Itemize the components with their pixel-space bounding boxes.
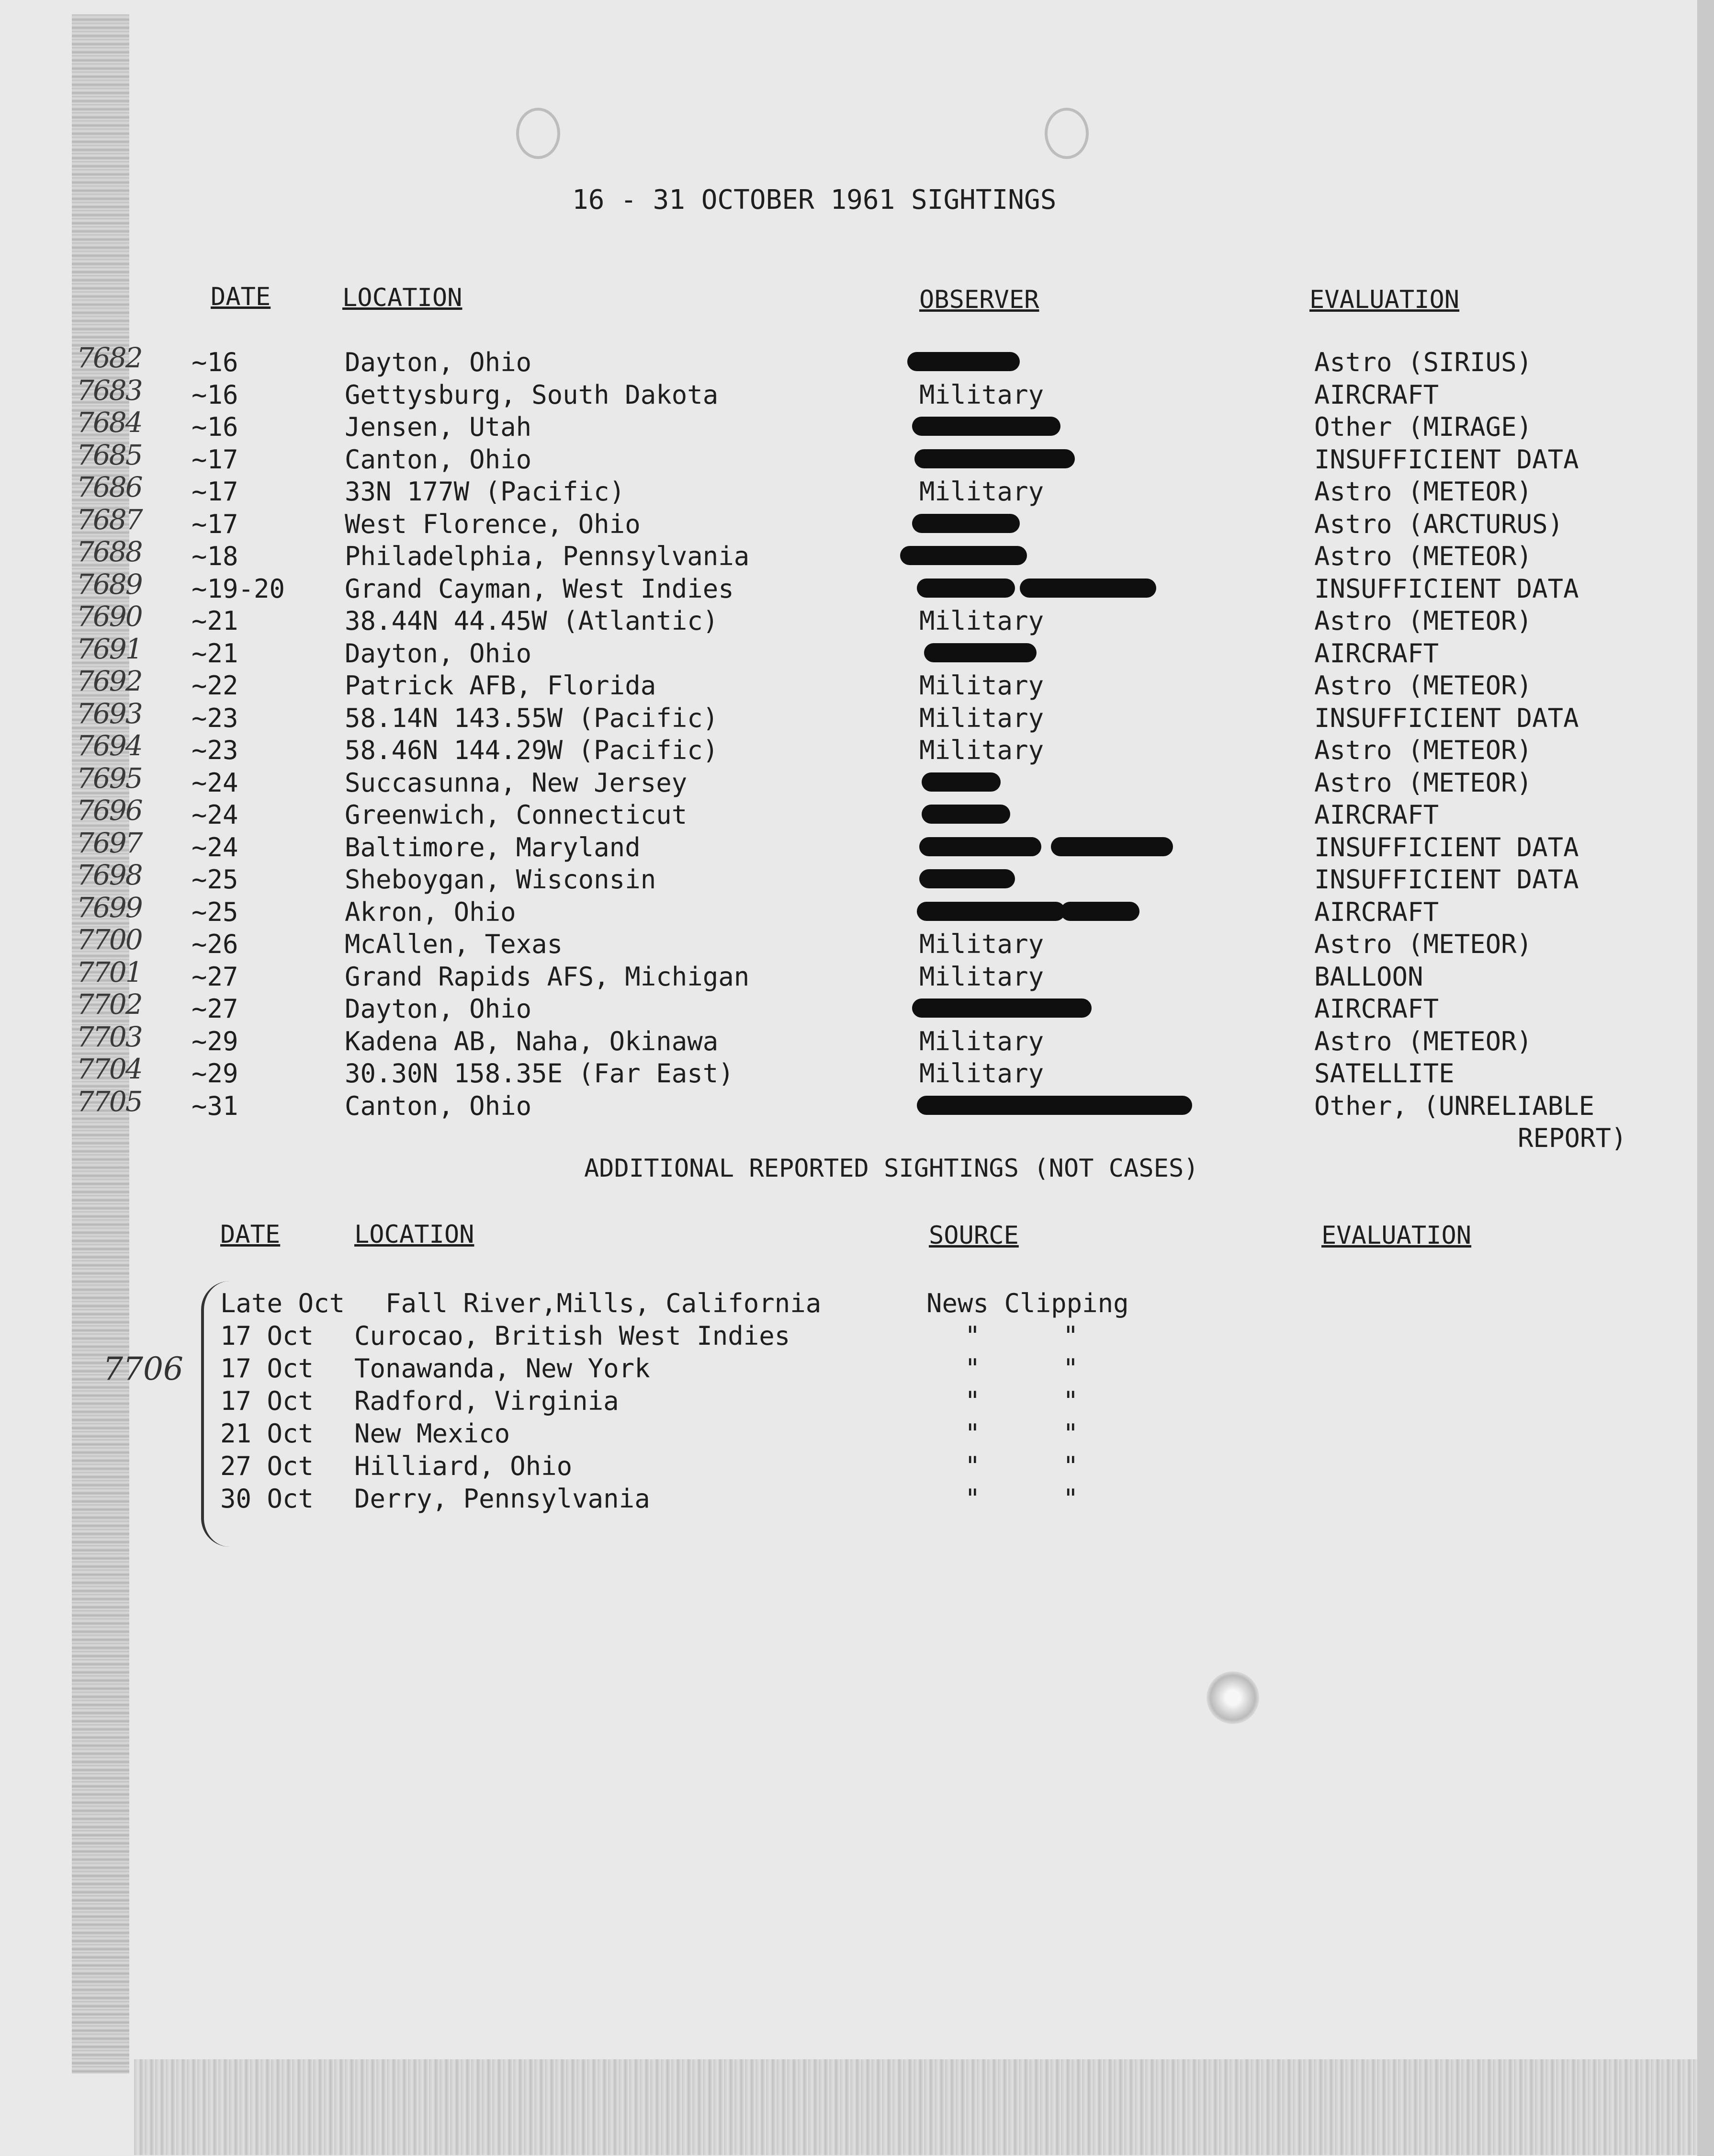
sighting-observer: Military bbox=[919, 735, 1044, 765]
sighting-date: ~17 bbox=[192, 509, 238, 539]
additional-location: Hilliard, Ohio bbox=[354, 1451, 573, 1481]
sighting-location: 58.46N 144.29W (Pacific) bbox=[345, 735, 719, 765]
sighting-date: ~27 bbox=[192, 961, 238, 992]
sighting-evaluation: Astro (ARCTURUS) bbox=[1314, 509, 1564, 539]
table-row bbox=[0, 341, 1714, 379]
sighting-location: 33N 177W (Pacific) bbox=[345, 477, 625, 507]
ditto-mark: " bbox=[965, 1321, 981, 1351]
sighting-location: Succasunna, New Jersey bbox=[345, 767, 688, 798]
table-row bbox=[0, 471, 1714, 509]
table-row bbox=[0, 891, 1714, 929]
ditto-mark: " bbox=[1063, 1451, 1079, 1481]
header-evaluation: EVALUATION bbox=[1309, 285, 1460, 314]
sighting-date: ~21 bbox=[192, 606, 238, 636]
redaction-bar bbox=[917, 1096, 1192, 1115]
table-row bbox=[0, 374, 1714, 412]
handwritten-case-number: 7702 bbox=[77, 988, 142, 1021]
sighting-location: Dayton, Ohio bbox=[345, 994, 532, 1024]
sighting-date: ~27 bbox=[192, 994, 238, 1024]
sighting-observer: Military bbox=[919, 606, 1044, 636]
sighting-evaluation: Other (MIRAGE) bbox=[1314, 412, 1533, 442]
sighting-observer: Military bbox=[919, 703, 1044, 733]
sighting-location: Patrick AFB, Florida bbox=[345, 670, 656, 701]
sighting-location: Jensen, Utah bbox=[345, 412, 532, 442]
additional-header-location: LOCATION bbox=[354, 1220, 474, 1249]
redaction-bar bbox=[907, 352, 1020, 371]
handwritten-case-number: 7703 bbox=[77, 1020, 142, 1053]
scan-edge-bottom bbox=[134, 2059, 1704, 2155]
redaction-bar bbox=[922, 805, 1010, 824]
handwritten-case-number: 7693 bbox=[77, 697, 142, 730]
table-row bbox=[0, 665, 1714, 703]
table-row bbox=[0, 826, 1714, 864]
sighting-location: Dayton, Ohio bbox=[345, 347, 532, 377]
table-row bbox=[0, 632, 1714, 670]
sighting-date: ~21 bbox=[192, 638, 238, 669]
table-row bbox=[0, 794, 1714, 832]
sighting-evaluation: Astro (METEOR) bbox=[1314, 606, 1533, 636]
handwritten-case-number: 7694 bbox=[77, 729, 142, 762]
redaction-bar bbox=[1051, 837, 1173, 856]
handwritten-case-number: 7690 bbox=[77, 600, 142, 633]
sighting-date: ~18 bbox=[192, 541, 238, 571]
table-row bbox=[0, 503, 1714, 541]
page-title: 16 - 31 OCTOBER 1961 SIGHTINGS bbox=[572, 184, 1057, 216]
ditto-mark: " bbox=[965, 1484, 981, 1514]
scan-smudge bbox=[1207, 1671, 1259, 1724]
sighting-evaluation: Astro (METEOR) bbox=[1314, 767, 1533, 798]
additional-row bbox=[0, 1353, 1714, 1385]
table-row bbox=[0, 406, 1714, 444]
ditto-mark: " bbox=[1063, 1353, 1079, 1384]
sighting-location: McAllen, Texas bbox=[345, 929, 563, 959]
sighting-location: West Florence, Ohio bbox=[345, 509, 641, 539]
handwritten-case-number: 7689 bbox=[77, 567, 142, 601]
redaction-bar bbox=[1060, 902, 1139, 921]
sighting-evaluation: AIRCRAFT bbox=[1314, 638, 1439, 669]
handwritten-case-number: 7685 bbox=[77, 438, 142, 471]
additional-location: Fall River,Mills, California bbox=[385, 1288, 822, 1318]
handwritten-case-number: 7698 bbox=[77, 859, 142, 891]
punch-hole-right bbox=[1045, 108, 1089, 159]
sighting-date: ~17 bbox=[192, 444, 238, 475]
handwritten-case-number: 7705 bbox=[77, 1085, 142, 1118]
sighting-evaluation: INSUFFICIENT DATA bbox=[1314, 832, 1579, 862]
sighting-evaluation: AIRCRAFT bbox=[1314, 379, 1439, 410]
additional-location: Curocao, British West Indies bbox=[354, 1321, 790, 1351]
sighting-date: ~19-20 bbox=[192, 573, 285, 604]
evaluation-continuation: REPORT) bbox=[1518, 1123, 1627, 1153]
redaction-bar bbox=[912, 999, 1092, 1018]
additional-row bbox=[0, 1418, 1714, 1451]
sighting-evaluation: INSUFFICIENT DATA bbox=[1314, 703, 1579, 733]
sighting-location: Kadena AB, Naha, Okinawa bbox=[345, 1026, 719, 1056]
sighting-observer: Military bbox=[919, 1058, 1044, 1089]
redaction-bar bbox=[919, 837, 1041, 856]
sighting-evaluation: Astro (METEOR) bbox=[1314, 670, 1533, 701]
handwritten-case-number: 7692 bbox=[77, 665, 142, 697]
handwritten-case-number: 7686 bbox=[77, 471, 142, 503]
handwritten-case-number: 7688 bbox=[77, 535, 142, 568]
sighting-location: Greenwich, Connecticut bbox=[345, 800, 688, 830]
sighting-evaluation: AIRCRAFT bbox=[1314, 994, 1439, 1024]
sighting-date: ~26 bbox=[192, 929, 238, 959]
ditto-mark: " bbox=[965, 1386, 981, 1416]
additional-row bbox=[0, 1288, 1714, 1320]
sighting-date: ~23 bbox=[192, 735, 238, 765]
additional-location: Tonawanda, New York bbox=[354, 1353, 650, 1384]
additional-row bbox=[0, 1321, 1714, 1353]
sighting-evaluation: Astro (METEOR) bbox=[1314, 929, 1533, 959]
handwritten-case-number: 7699 bbox=[77, 891, 142, 924]
sighting-observer: Military bbox=[919, 477, 1044, 507]
sighting-evaluation: BALLOON bbox=[1314, 961, 1423, 992]
additional-date: 30 Oct bbox=[220, 1484, 314, 1514]
handwritten-case-number: 7683 bbox=[77, 374, 142, 407]
sighting-location: 38.44N 44.45W (Atlantic) bbox=[345, 606, 719, 636]
sighting-evaluation: INSUFFICIENT DATA bbox=[1314, 864, 1579, 895]
redaction-bar bbox=[922, 772, 1001, 792]
additional-header-date: DATE bbox=[220, 1220, 281, 1249]
additional-section-title: ADDITIONAL REPORTED SIGHTINGS (NOT CASES) bbox=[584, 1154, 1199, 1183]
handwritten-case-number: 7691 bbox=[77, 632, 142, 665]
handwritten-case-number: 7706 bbox=[103, 1350, 183, 1387]
sighting-date: ~24 bbox=[192, 767, 238, 798]
sighting-evaluation: Astro (METEOR) bbox=[1314, 477, 1533, 507]
sighting-date: ~17 bbox=[192, 477, 238, 507]
sighting-date: ~23 bbox=[192, 703, 238, 733]
sighting-date: ~25 bbox=[192, 896, 238, 927]
redaction-bar bbox=[917, 902, 1065, 921]
additional-row bbox=[0, 1451, 1714, 1483]
redaction-bar bbox=[917, 579, 1015, 598]
table-row bbox=[0, 1085, 1714, 1123]
sighting-location: Grand Cayman, West Indies bbox=[345, 573, 734, 604]
header-location: LOCATION bbox=[342, 284, 462, 312]
handwritten-case-number: 7696 bbox=[77, 794, 142, 827]
handwritten-case-number: 7700 bbox=[77, 923, 142, 956]
handwritten-case-number: 7701 bbox=[77, 955, 142, 988]
ditto-mark: " bbox=[965, 1418, 981, 1449]
table-row bbox=[0, 438, 1714, 477]
redaction-bar bbox=[912, 417, 1060, 436]
sighting-evaluation: INSUFFICIENT DATA bbox=[1314, 444, 1579, 475]
additional-date: Late Oct bbox=[220, 1288, 345, 1318]
additional-date: 27 Oct bbox=[220, 1451, 314, 1481]
sighting-date: ~31 bbox=[192, 1090, 238, 1121]
handwritten-case-number: 7684 bbox=[77, 406, 142, 439]
additional-location: Derry, Pennsylvania bbox=[354, 1484, 650, 1514]
additional-row bbox=[0, 1484, 1714, 1516]
handwritten-case-number: 7687 bbox=[77, 503, 142, 536]
sighting-evaluation: Other, (UNRELIABLE bbox=[1314, 1090, 1595, 1121]
sighting-location: Gettysburg, South Dakota bbox=[345, 379, 719, 410]
redaction-bar bbox=[914, 449, 1075, 468]
table-row bbox=[0, 955, 1714, 994]
sighting-evaluation: SATELLITE bbox=[1314, 1058, 1455, 1089]
sighting-location: Grand Rapids AFS, Michigan bbox=[345, 961, 750, 992]
sighting-date: ~25 bbox=[192, 864, 238, 895]
sighting-location: Philadelphia, Pennsylvania bbox=[345, 541, 750, 571]
ditto-mark: " bbox=[1063, 1484, 1079, 1514]
sighting-date: ~29 bbox=[192, 1026, 238, 1056]
redaction-bar bbox=[912, 514, 1020, 533]
sighting-location: 30.30N 158.35E (Far East) bbox=[345, 1058, 734, 1089]
ditto-mark: " bbox=[1063, 1321, 1079, 1351]
redaction-bar bbox=[919, 869, 1015, 888]
additional-source: News Clipping bbox=[926, 1288, 1129, 1318]
table-row bbox=[0, 600, 1714, 638]
table-row bbox=[0, 697, 1714, 735]
table-row bbox=[0, 1020, 1714, 1058]
ditto-mark: " bbox=[965, 1353, 981, 1384]
sighting-evaluation: AIRCRAFT bbox=[1314, 800, 1439, 830]
sighting-evaluation: Astro (SIRIUS) bbox=[1314, 347, 1533, 377]
additional-date: 21 Oct bbox=[220, 1418, 314, 1449]
additional-location: Radford, Virginia bbox=[354, 1386, 619, 1416]
sighting-evaluation: Astro (METEOR) bbox=[1314, 1026, 1533, 1056]
sighting-date: ~16 bbox=[192, 347, 238, 377]
table-row bbox=[0, 729, 1714, 767]
table-row bbox=[0, 761, 1714, 800]
sighting-observer: Military bbox=[919, 929, 1044, 959]
header-observer: OBSERVER bbox=[919, 285, 1039, 314]
sighting-location: Canton, Ohio bbox=[345, 444, 532, 475]
additional-date: 17 Oct bbox=[220, 1321, 314, 1351]
redaction-bar bbox=[924, 643, 1037, 662]
header-date: DATE bbox=[211, 283, 271, 311]
sighting-date: ~22 bbox=[192, 670, 238, 701]
sighting-location: Canton, Ohio bbox=[345, 1090, 532, 1121]
handwritten-case-number: 7704 bbox=[77, 1053, 142, 1085]
table-row bbox=[0, 535, 1714, 573]
ditto-mark: " bbox=[1063, 1418, 1079, 1449]
sighting-observer: Military bbox=[919, 1026, 1044, 1056]
sighting-date: ~16 bbox=[192, 379, 238, 410]
additional-location: New Mexico bbox=[354, 1418, 510, 1449]
sighting-evaluation: Astro (METEOR) bbox=[1314, 541, 1533, 571]
table-row bbox=[0, 859, 1714, 896]
ditto-mark: " bbox=[1063, 1386, 1079, 1416]
sighting-date: ~16 bbox=[192, 412, 238, 442]
sighting-observer: Military bbox=[919, 961, 1044, 992]
redaction-bar bbox=[1020, 579, 1156, 598]
sighting-date: ~29 bbox=[192, 1058, 238, 1089]
sighting-date: ~24 bbox=[192, 800, 238, 830]
sighting-location: Akron, Ohio bbox=[345, 896, 516, 927]
handwritten-case-number: 7697 bbox=[77, 826, 142, 859]
additional-date: 17 Oct bbox=[220, 1353, 314, 1384]
table-row bbox=[0, 1053, 1714, 1090]
additional-date: 17 Oct bbox=[220, 1386, 314, 1416]
sighting-evaluation: INSUFFICIENT DATA bbox=[1314, 573, 1579, 604]
table-row bbox=[0, 567, 1714, 606]
additional-header-source: SOURCE bbox=[929, 1221, 1019, 1250]
table-row bbox=[0, 923, 1714, 961]
sighting-location: Baltimore, Maryland bbox=[345, 832, 641, 862]
sighting-location: Sheboygan, Wisconsin bbox=[345, 864, 656, 895]
additional-row bbox=[0, 1386, 1714, 1418]
additional-header-evaluation: EVALUATION bbox=[1321, 1221, 1472, 1250]
sighting-date: ~24 bbox=[192, 832, 238, 862]
sighting-observer: Military bbox=[919, 379, 1044, 410]
handwritten-case-number: 7695 bbox=[77, 761, 142, 794]
sighting-observer: Military bbox=[919, 670, 1044, 701]
sighting-evaluation: AIRCRAFT bbox=[1314, 896, 1439, 927]
handwritten-case-number: 7682 bbox=[77, 341, 142, 374]
ditto-mark: " bbox=[965, 1451, 981, 1481]
redaction-bar bbox=[900, 546, 1027, 565]
sighting-location: Dayton, Ohio bbox=[345, 638, 532, 669]
sighting-evaluation: Astro (METEOR) bbox=[1314, 735, 1533, 765]
table-row bbox=[0, 988, 1714, 1026]
sighting-location: 58.14N 143.55W (Pacific) bbox=[345, 703, 719, 733]
punch-hole-left bbox=[516, 108, 560, 159]
